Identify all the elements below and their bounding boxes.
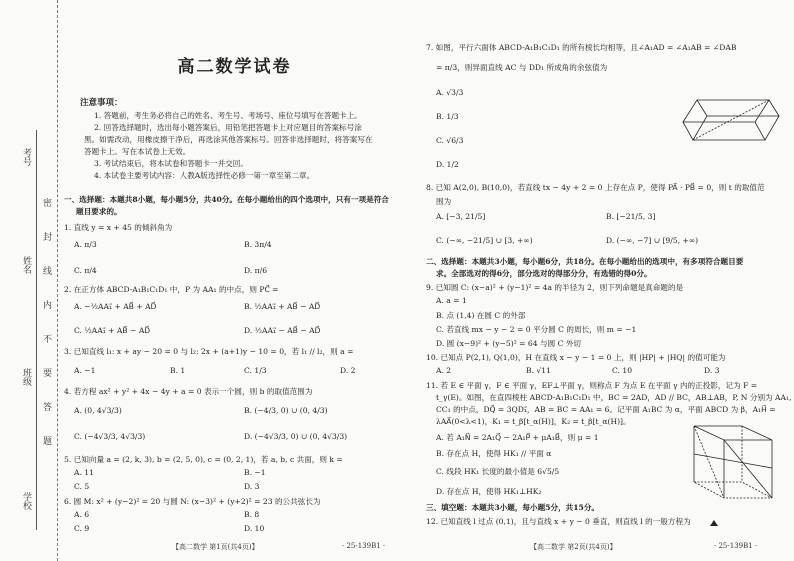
q9-option-a: A. a = 1 <box>436 296 467 305</box>
q3-option-b: B. 1 <box>170 366 186 375</box>
q2-option-d: D. ½AA₁⃗ − AB⃗ − AD⃗ <box>244 326 321 335</box>
q11-stem-cont: CC₁ 的中点，DQ⃗ = 3QD₁⃗，AB = BC = AA₁ = 6。记平面 A₁BC 为 α，平面 ABCD 为 β，A₁H⃗ = <box>436 405 776 414</box>
q7-stem-cont: = π/3，则异面直线 AC 与 DD₁ 所成角的余弦值为 <box>436 63 608 72</box>
answer-blank-triangle-icon <box>710 520 718 526</box>
q4-option-c: C. (−4√3/3, 4√3/3) <box>74 432 146 441</box>
prism-figure <box>684 418 784 510</box>
seal-char: 不 <box>41 334 51 343</box>
q9-option-c: C. 若直线 mx − y − 2 = 0 平分圆 C 的周长，则 m = −1 <box>436 325 637 334</box>
q5-stem: 5. 已知向量 a = (2, k, 3), b = (2, 5, 0), c = (0, 2, 1)，若 a, b, c 共面，则 k = <box>64 455 343 464</box>
q3-option-d: D. 2 <box>340 366 356 375</box>
section2-heading-cont: 求。全部选对的得6分，部分选对的得部分分，有选错的得0分。 <box>436 269 652 278</box>
q5-option-b: B. −1 <box>244 468 266 477</box>
q6-option-b: B. 8 <box>244 510 260 519</box>
q10-option-b: B. √11 <box>526 366 551 375</box>
notice-line: 1. 答题前，考生务必将自己的姓名、考生号、考场号、座位号填写在答题卡上。 <box>94 111 362 120</box>
q10-option-a: A. 2 <box>436 366 452 375</box>
seal-char: 题 <box>41 436 51 445</box>
q8-option-a: A. [−3, 21/5] <box>436 212 486 221</box>
left-page <box>62 0 407 561</box>
q6-option-c: C. 9 <box>74 524 90 533</box>
q11-option-b: B. 存在点 H，使得 HK₁ // 平面 α <box>436 449 552 458</box>
q8-stem-cont: 围为 <box>436 197 452 206</box>
q7-option-a: A. √3/3 <box>436 88 464 97</box>
q2-option-b: B. ½AA₁⃗ + AB⃗ − AD⃗ <box>244 302 321 311</box>
q3-stem: 3. 已知直线 l₁: x + ay − 20 = 0 与 l₂: 2x + (a+1)y − 10 = 0，若 l₁ // l₂，则 a = <box>64 347 354 356</box>
footer-left-code: · 25-139B1 · <box>342 542 386 550</box>
q6-option-a: A. 6 <box>74 510 90 519</box>
section1-heading-cont: 题目要求的。 <box>76 207 122 216</box>
q1-stem: 1. 直线 y = x + 45 的倾斜角为 <box>64 223 173 232</box>
footer-right-label: 【高二数学 第2页(共4页)】 <box>530 543 617 551</box>
q9-option-d: D. 圆 (x−9)² + (y−5)² = 64 与圆 C 外切 <box>436 339 582 348</box>
seal-char: 密 <box>41 198 51 207</box>
footer-left-label: 【高二数学 第1页(共4页)】 <box>172 543 259 551</box>
q10-stem: 10. 已知点 P(2,1), Q(1,0)，H 在直线 x − y − 1 = 0 上，则 |HP| + |HQ| 的值可能为 <box>426 353 726 362</box>
binding-line <box>57 0 58 561</box>
exam-no-label: 考号 <box>21 148 31 166</box>
q9-stem: 9. 已知圆 C: (x−a)² + (y−1)² = 4a 的半径为 2，则下列命题是真命题的是 <box>426 283 684 292</box>
school-label: 学校 <box>21 492 31 510</box>
parallelepiped-figure <box>677 82 783 146</box>
seal-char: 线 <box>41 266 51 275</box>
q1-option-a: A. π/3 <box>74 240 97 249</box>
class-label: 班级 <box>21 368 31 386</box>
q9-option-b: B. 点 (1,4) 在圆 C 的外部 <box>436 311 526 320</box>
notice-line: 2. 回答选择题时，选出每小题答案后，用铅笔把答题卡上对应题目的答案标号涂 <box>94 123 362 132</box>
section3-heading: 三、填空题：本题共3小题，每小题5分，共15分。 <box>426 503 600 512</box>
q1-option-c: C. π/4 <box>74 266 97 275</box>
right-page <box>422 0 790 561</box>
notice-line: 答题卡上。写在本试卷上无效。 <box>84 147 191 156</box>
q8-option-d: D. (−∞, −7] ∪ [9/5, +∞) <box>606 236 699 245</box>
seal-char: 内 <box>41 300 51 309</box>
q8-stem: 8. 已知 A(2,0), B(10,0)，若直线 tx − 4y + 2 = 0 上存在点 P，使得 PA⃗ · PB⃗ = 0，则 t 的取值范 <box>426 183 765 192</box>
q7-stem: 7. 如图，平行六面体 ABCD-A₁B₁C₁D₁ 的所有棱长均相等，且∠A₁AD = ∠A₁AB = ∠DAB <box>426 43 737 52</box>
q11-stem: 11. 若 E ∈ 平面 γ，F ∈ 平面 γ，EF⊥平面 γ，则称点 F 为点 E 在平面 γ 内的正投影，记为 F = <box>426 381 758 390</box>
q11-option-c: C. 线段 HK₁ 长度的最小值是 6√5/5 <box>436 467 560 476</box>
footer-right-code: · 25-139B1 · <box>714 542 758 550</box>
section2-heading: 二、选择题：本题共3小题，每小题6分，共18分。在每小题给出的选项中，有多项符合题目要 <box>426 257 744 266</box>
q11-stem-cont: t_γ(E)。如图，在直四棱柱 ABCD-A₁B₁C₁D₁ 中，BC = 2AD，AD // BC，AB⊥AB，P, N 分别为 AA₁, <box>436 393 792 402</box>
q1-option-b: B. 3π/4 <box>244 240 272 249</box>
q8-option-c: C. (−∞, −21/5] ∪ [3, +∞) <box>436 236 533 245</box>
seal-char: 封 <box>41 232 51 241</box>
name-label: 姓名 <box>21 256 31 274</box>
notice-line: 黑。如需改动，用橡皮擦干净后，再选涂其他答案标号。回答非选择题时，将答案写在 <box>84 135 373 144</box>
seal-char: 要 <box>41 368 51 377</box>
q4-option-a: A. (0, 4√3/3) <box>74 406 122 415</box>
q1-option-d: D. π/6 <box>244 266 268 275</box>
notice-line: 4. 本试卷主要考试内容：人教A版选择性必修一第一章至第二章。 <box>94 171 315 180</box>
section1-heading: 一、选择题：本题共8小题，每小题5分，共40分。在每小题给出的四个选项中，只有一项是符合 <box>64 195 389 204</box>
q2-option-c: C. ½AA₁⃗ + AB⃗ − AD⃗ <box>74 326 151 335</box>
q2-stem: 2. 在正方体 ABCD-A₁B₁C₁D₁ 中，P 为 AA₁ 的中点，则 PC⃗ = <box>64 285 279 294</box>
fill-line <box>36 130 38 530</box>
notice-line: 3. 考试结束后，将本试卷和答题卡一并交回。 <box>94 159 248 168</box>
q5-option-d: D. 3 <box>244 482 260 491</box>
q5-option-a: A. 11 <box>74 468 94 477</box>
q8-option-b: B. [−21/5, 3] <box>606 212 656 221</box>
q10-option-c: C. 10 <box>612 366 633 375</box>
q6-option-d: D. 10 <box>244 524 265 533</box>
q7-option-d: D. 1/2 <box>436 160 459 169</box>
q11-stem-cont: λAA⃗(0<λ<1)，K₁ = t_β[t_α(H)]，K₂ = t_β[t_α(H)]。 <box>436 417 631 426</box>
q4-option-d: D. (−4√3/3, 0) ∪ (0, 4√3/3) <box>244 432 348 441</box>
q2-option-a: A. −½AA₁⃗ + AB⃗ + AD⃗ <box>74 302 157 311</box>
q7-option-c: C. √6/3 <box>436 136 464 145</box>
q4-option-b: B. (−4/3, 0) ∪ (0, 4/3) <box>244 406 328 415</box>
q7-option-b: B. 1/3 <box>436 112 459 121</box>
q12-stem: 12. 已知直线 l 过点 (0,1)，且与直线 x + y − 0 垂直，则直线 l 的一般方程为 <box>426 517 691 526</box>
q10-option-d: D. 3 <box>704 366 720 375</box>
q11-option-a: A. 若 A₁N⃗ = 2A₁Q⃗ − 2A₁P⃗ + μA₁B⃗，则 μ = 1 <box>436 433 599 442</box>
page-title: 高二数学试卷 <box>177 57 292 77</box>
q3-option-a: A. −1 <box>74 366 96 375</box>
q6-stem: 6. 圆 M: x² + (y−2)² = 20 与圆 N: (x−3)² + (y+2)² = 23 的公共弦长为 <box>64 497 321 506</box>
notice-heading: 注意事项： <box>80 98 123 108</box>
seal-char: 答 <box>41 402 51 411</box>
q4-stem: 4. 若方程 ax² + y² + 4x − 4y + a = 0 表示一个圆，则 b 的取值范围为 <box>64 387 313 396</box>
q11-option-d: D. 存在点 H，使得 HK₁⊥HK₂ <box>436 487 542 496</box>
q5-option-c: C. 5 <box>74 482 90 491</box>
q3-option-c: C. 1/3 <box>244 366 267 375</box>
